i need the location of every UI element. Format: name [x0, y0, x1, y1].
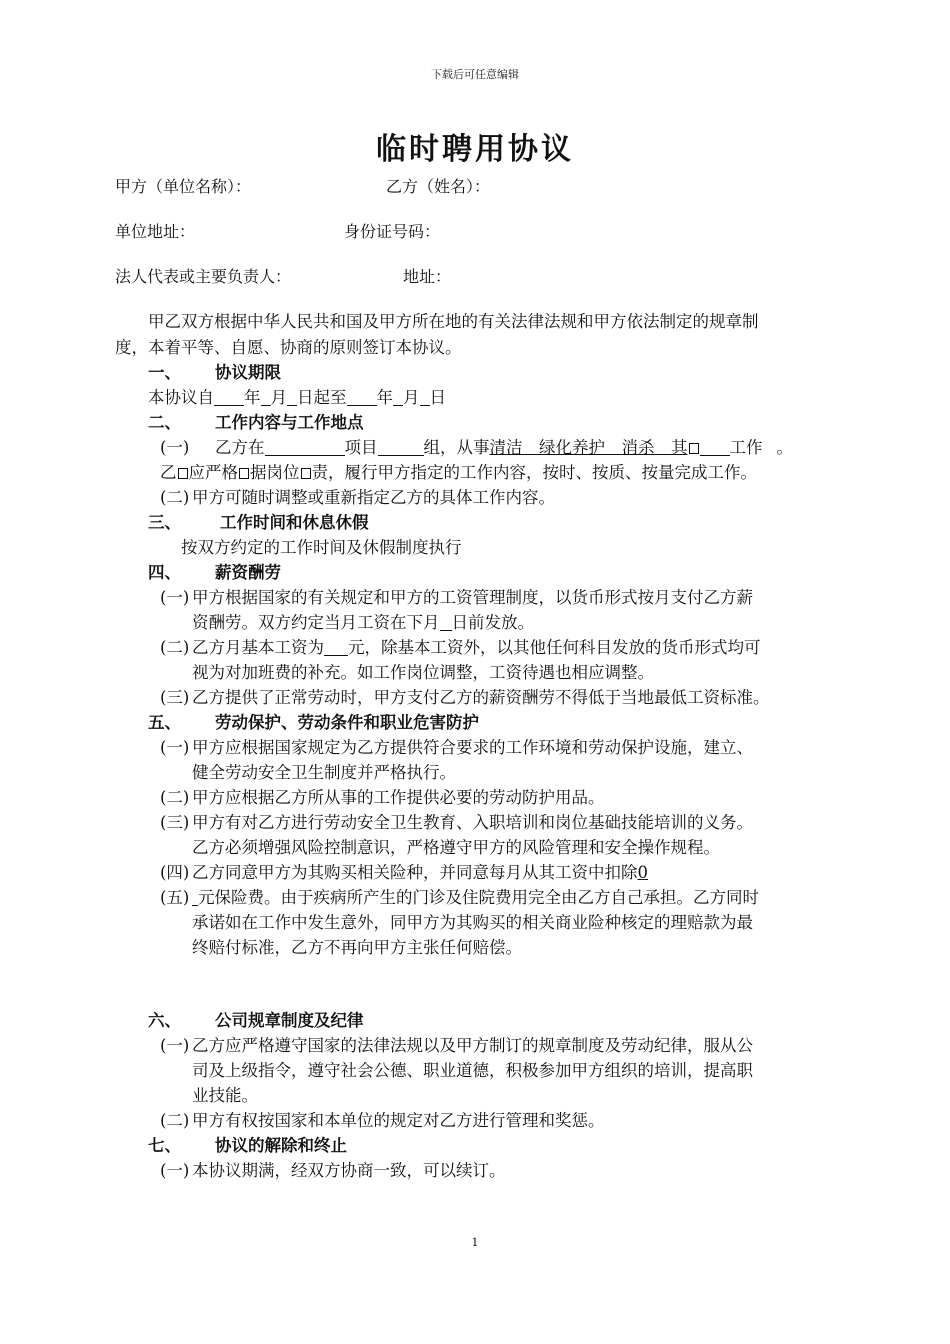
duties-options: 清洁 绿化养护 消杀 其 [489, 438, 688, 457]
section-4-item-2-line-2: 视为对加班费的补充。如工作岗位调整，工资待遇也相应调整。 [192, 663, 654, 682]
section-3-title: 工作时间和休息休假 [220, 513, 369, 532]
section-2-item-1-cont: 乙 应严格 据岗位 责，履行甲方指定的工作内容，按时、按质、按量完成工作。 [160, 463, 757, 482]
section-7-title: 协议的解除和终止 [215, 1136, 347, 1155]
project-blank[interactable] [265, 437, 345, 456]
id-number-label: 身份证号码： [344, 222, 441, 241]
section-4-number: 四、 [148, 563, 181, 582]
section-5-item-1-line-2: 健全劳动安全卫生制度并严格执行。 [192, 763, 456, 782]
section-2-number: 二、 [148, 413, 181, 432]
section-1-title: 协议期限 [215, 363, 281, 382]
section-5-item-3-line-2: 乙方必须增强风险控制意识，严格遵守甲方的风险管理和安全操作规程。 [192, 838, 720, 857]
document-title: 临时聘用协议 [376, 132, 574, 167]
section-4-item-1-line-1: 甲方根据国家的有关规定和甲方的工资管理制度，以货币形式按月支付乙方薪 [192, 588, 753, 607]
section-4-item-2-line-1: 乙方月基本工资为 元，除基本工资外，以其他任何科目发放的货币形式均可 [192, 638, 761, 657]
section-5-item-5-mark: (五) [160, 888, 190, 907]
page-number: 1 [471, 1236, 479, 1249]
section-4-item-3-text: 乙方提供了正常劳动时，甲方支付乙方的薪资酬劳不得低于当地最低工资标准。 [192, 688, 770, 707]
section-6-item-1-line-2: 司及上级指令，遵守社会公德、职业道德，积极参加甲方组织的培训，提高职 [192, 1061, 753, 1080]
section-2-item-1-mark: (一) [160, 438, 190, 457]
section-5-item-2-text: 甲方应根据乙方所从事的工作提供必要的劳动防护用品。 [192, 788, 605, 807]
section-5-item-2-mark: (二) [160, 788, 190, 807]
section-6-item-1-line-1: 乙方应严格遵守国家的法律法规以及甲方制订的规章制度及劳动纪律，服从公 [192, 1036, 753, 1055]
section-1-number: 一、 [148, 363, 181, 382]
section-5-item-5-line-1: 元保险费。由于疾病所产生的门诊及住院费用完全由乙方自己承担。乙方同时 [192, 884, 759, 908]
section-4-item-2-mark: (二) [160, 638, 190, 657]
section-5-item-3-line-1: 甲方有对乙方进行劳动安全卫生教育、入职培训和岗位基础技能培训的义务。 [192, 813, 753, 832]
section-3-text: 按双方约定的工作时间及休假制度执行 [181, 538, 462, 557]
section-5-item-5-line-3: 终赔付标准，乙方不再向甲方主张任何赔偿。 [192, 938, 522, 957]
section-6-item-2-text: 甲方有权按国家和本单位的规定对乙方进行管理和奖惩。 [192, 1111, 605, 1130]
section-5-item-5-line-2: 承诺如在工作中发生意外，同甲方为其购买的相关商业险种核定的理赔款为最 [192, 913, 753, 932]
section-6-number: 六、 [148, 1011, 181, 1030]
section-2-item-1-line: 乙方在 项目 组，从事清洁 绿化养护 消杀 其 工作 。 [215, 438, 793, 457]
section-6-item-1-mark: (一) [160, 1036, 190, 1055]
section-5-item-4-mark: (四) [160, 863, 190, 882]
section-7-item-1-mark: (一) [160, 1161, 190, 1180]
checkbox-icon[interactable] [301, 468, 311, 479]
section-5-item-1-line-1: 甲方应根据国家规定为乙方提供符合要求的工作环境和劳动保护设施，建立、 [192, 738, 753, 757]
end-year-blank[interactable] [347, 387, 377, 406]
section-5-title: 劳动保护、劳动条件和职业危害防护 [215, 713, 479, 732]
start-day-blank[interactable] [287, 387, 297, 406]
section-5-item-4-text: 乙方同意甲方为其购买相关险种，并同意每月从其工资中扣除0 [192, 863, 648, 882]
section-6-title: 公司规章制度及纪律 [215, 1011, 364, 1030]
unit-address-label: 单位地址： [115, 222, 196, 241]
section-4-item-1-line-2: 资酬劳。双方约定当月工资在下月 日前发放。 [192, 613, 534, 632]
section-1-term-line: 本协议自 年 月 日起至 年 月 日 [148, 388, 446, 407]
insurance-deduction-amount[interactable]: 0 [637, 863, 648, 882]
section-5-number: 五、 [148, 713, 181, 732]
section-7-number: 七、 [148, 1136, 181, 1155]
other-duty-blank[interactable] [700, 437, 730, 456]
checkbox-icon[interactable] [178, 468, 188, 479]
group-blank[interactable] [378, 437, 424, 456]
section-6-item-2-mark: (二) [160, 1111, 190, 1130]
legal-rep-label: 法人代表或主要负责人： [115, 267, 292, 286]
start-month-blank[interactable] [261, 387, 271, 406]
section-3-number: 三、 [148, 513, 181, 532]
section-5-item-1-mark: (一) [160, 738, 190, 757]
end-month-blank[interactable] [393, 387, 403, 406]
section-4-item-3-mark: (三) [160, 688, 190, 707]
section-7-item-1-text: 本协议期满，经双方协商一致，可以续订。 [192, 1161, 506, 1180]
section-2-item-2-mark: (二) [160, 488, 190, 507]
section-2-item-2-text: 甲方可随时调整或重新指定乙方的具体工作内容。 [192, 488, 555, 507]
start-year-blank[interactable] [214, 387, 244, 406]
section-4-title: 薪资酬劳 [215, 563, 281, 582]
pay-day-blank[interactable] [440, 612, 452, 631]
checkbox-icon[interactable] [239, 468, 249, 479]
section-2-title: 工作内容与工作地点 [215, 413, 364, 432]
preamble-line-1: 甲乙双方根据中华人民共和国及甲方所在地的有关法律法规和甲方依法制定的规章制 [148, 312, 759, 331]
section-4-item-1-mark: (一) [160, 588, 190, 607]
checkbox-icon[interactable] [689, 443, 699, 454]
party-a-name-label: 甲方（单位名称）： [115, 177, 252, 196]
address-label: 地址： [403, 267, 452, 286]
party-b-name-label: 乙方（姓名）： [386, 177, 491, 196]
header-note: 下载后可任意编辑 [431, 68, 519, 81]
section-5-item-3-mark: (三) [160, 813, 190, 832]
end-day-blank[interactable] [420, 387, 430, 406]
base-salary-blank[interactable] [324, 637, 348, 656]
section-6-item-1-line-3: 业技能。 [192, 1086, 258, 1105]
preamble-line-2: 度，本着平等、自愿、协商的原则签订本协议。 [115, 338, 462, 357]
